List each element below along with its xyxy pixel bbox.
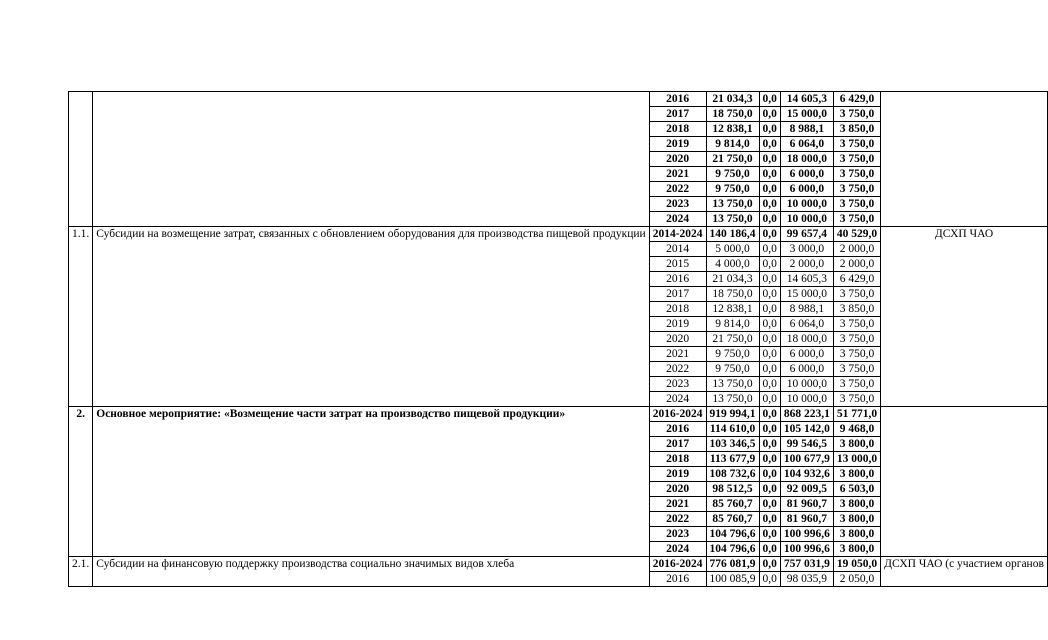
federal-cell: 0,0 xyxy=(759,392,780,407)
other-cell: 3 750,0 xyxy=(833,362,880,377)
other-cell: 3 750,0 xyxy=(833,167,880,182)
description-cell xyxy=(93,92,649,227)
regional-cell: 6 000,0 xyxy=(780,167,833,182)
federal-cell: 0,0 xyxy=(759,347,780,362)
other-cell: 3 800,0 xyxy=(833,497,880,512)
index-cell xyxy=(69,92,93,227)
federal-cell: 0,0 xyxy=(759,482,780,497)
year-cell: 2023 xyxy=(649,527,706,542)
regional-cell: 10 000,0 xyxy=(780,197,833,212)
federal-cell: 0,0 xyxy=(759,167,780,182)
year-cell: 2024 xyxy=(649,542,706,557)
year-cell: 2018 xyxy=(649,302,706,317)
item-executor: ДСХП ЧАО xyxy=(881,227,1048,407)
year-cell: 2021 xyxy=(649,347,706,362)
regional-cell: 14 605,3 xyxy=(780,92,833,107)
federal-cell: 0,0 xyxy=(759,212,780,227)
other-cell: 3 750,0 xyxy=(833,377,880,392)
year-cell: 2016 xyxy=(649,572,706,587)
other-cell: 3 850,0 xyxy=(833,302,880,317)
year-cell: 2017 xyxy=(649,437,706,452)
federal-cell: 0,0 xyxy=(759,287,780,302)
regional-cell: 10 000,0 xyxy=(780,392,833,407)
total-cell: 21 750,0 xyxy=(706,332,759,347)
federal-cell: 0,0 xyxy=(759,137,780,152)
other-cell: 2 000,0 xyxy=(833,242,880,257)
item-description: Субсидии на возмещение затрат, связанных с обновлением оборудования для производства пищевой продукции xyxy=(93,227,649,407)
regional-cell: 8 988,1 xyxy=(780,122,833,137)
year-cell: 2024 xyxy=(649,392,706,407)
federal-cell: 0,0 xyxy=(759,527,780,542)
table-row xyxy=(69,227,1048,242)
year-cell: 2021 xyxy=(649,497,706,512)
federal-cell: 0,0 xyxy=(759,542,780,557)
total-cell: 9 814,0 xyxy=(706,137,759,152)
year-cell: 2024 xyxy=(649,212,706,227)
year-cell: 2021 xyxy=(649,167,706,182)
federal-cell: 0,0 xyxy=(759,467,780,482)
regional-cell: 868 223,1 xyxy=(780,407,833,422)
federal-cell: 0,0 xyxy=(759,422,780,437)
year-cell: 2023 xyxy=(649,377,706,392)
year-cell: 2015 xyxy=(649,257,706,272)
other-cell: 3 750,0 xyxy=(833,107,880,122)
item-index: 1.1. xyxy=(69,227,93,407)
other-cell: 3 750,0 xyxy=(833,347,880,362)
regional-cell: 6 064,0 xyxy=(780,137,833,152)
year-cell: 2014 xyxy=(649,242,706,257)
total-cell: 100 085,9 xyxy=(706,572,759,587)
other-cell: 3 750,0 xyxy=(833,287,880,302)
year-cell: 2018 xyxy=(649,122,706,137)
federal-cell: 0,0 xyxy=(759,557,780,572)
total-cell: 12 838,1 xyxy=(706,122,759,137)
total-cell: 9 750,0 xyxy=(706,182,759,197)
regional-cell: 81 960,7 xyxy=(780,512,833,527)
regional-cell: 8 988,1 xyxy=(780,302,833,317)
item-executor: ДСХП ЧАО (с участием органов xyxy=(881,557,1048,587)
regional-cell: 6 000,0 xyxy=(780,182,833,197)
federal-cell: 0,0 xyxy=(759,572,780,587)
federal-cell: 0,0 xyxy=(759,272,780,287)
total-cell: 13 750,0 xyxy=(706,212,759,227)
total-cell: 9 750,0 xyxy=(706,167,759,182)
regional-cell: 14 605,3 xyxy=(780,272,833,287)
total-cell: 776 081,9 xyxy=(706,557,759,572)
regional-cell: 105 142,0 xyxy=(780,422,833,437)
item-description: Субсидии на финансовую поддержку производства социально значимых видов хлеба xyxy=(93,557,649,587)
regional-cell: 10 000,0 xyxy=(780,212,833,227)
item-index: 2.1. xyxy=(69,557,93,587)
regional-cell: 99 546,5 xyxy=(780,437,833,452)
regional-cell: 81 960,7 xyxy=(780,497,833,512)
executor-cell xyxy=(881,92,1048,227)
total-cell: 9 750,0 xyxy=(706,347,759,362)
federal-cell: 0,0 xyxy=(759,92,780,107)
year-cell: 2014-2024 xyxy=(649,227,706,242)
total-cell: 85 760,7 xyxy=(706,512,759,527)
federal-cell: 0,0 xyxy=(759,242,780,257)
federal-cell: 0,0 xyxy=(759,107,780,122)
regional-cell: 15 000,0 xyxy=(780,107,833,122)
item-executor xyxy=(881,407,1048,557)
other-cell: 3 750,0 xyxy=(833,152,880,167)
other-cell: 51 771,0 xyxy=(833,407,880,422)
total-cell: 13 750,0 xyxy=(706,197,759,212)
regional-cell: 92 009,5 xyxy=(780,482,833,497)
year-cell: 2020 xyxy=(649,152,706,167)
other-cell: 2 000,0 xyxy=(833,257,880,272)
year-cell: 2022 xyxy=(649,362,706,377)
federal-cell: 0,0 xyxy=(759,362,780,377)
federal-cell: 0,0 xyxy=(759,197,780,212)
total-cell: 104 796,6 xyxy=(706,542,759,557)
regional-cell: 15 000,0 xyxy=(780,287,833,302)
other-cell: 3 800,0 xyxy=(833,467,880,482)
total-cell: 9 814,0 xyxy=(706,317,759,332)
other-cell: 3 850,0 xyxy=(833,122,880,137)
total-cell: 108 732,6 xyxy=(706,467,759,482)
other-cell: 40 529,0 xyxy=(833,227,880,242)
item-index: 2. xyxy=(69,407,93,557)
table-body xyxy=(69,92,1048,587)
federal-cell: 0,0 xyxy=(759,257,780,272)
regional-cell: 100 677,9 xyxy=(780,452,833,467)
other-cell: 6 503,0 xyxy=(833,482,880,497)
year-cell: 2022 xyxy=(649,182,706,197)
regional-cell: 18 000,0 xyxy=(780,152,833,167)
federal-cell: 0,0 xyxy=(759,227,780,242)
table-row xyxy=(69,407,1048,422)
total-cell: 114 610,0 xyxy=(706,422,759,437)
regional-cell: 757 031,9 xyxy=(780,557,833,572)
total-cell: 113 677,9 xyxy=(706,452,759,467)
federal-cell: 0,0 xyxy=(759,452,780,467)
total-cell: 21 034,3 xyxy=(706,92,759,107)
table-row xyxy=(69,557,1048,572)
other-cell: 3 750,0 xyxy=(833,332,880,347)
federal-cell: 0,0 xyxy=(759,122,780,137)
year-cell: 2023 xyxy=(649,197,706,212)
other-cell: 3 800,0 xyxy=(833,437,880,452)
total-cell: 919 994,1 xyxy=(706,407,759,422)
total-cell: 21 750,0 xyxy=(706,152,759,167)
year-cell: 2018 xyxy=(649,452,706,467)
other-cell: 3 750,0 xyxy=(833,317,880,332)
regional-cell: 100 996,6 xyxy=(780,542,833,557)
federal-cell: 0,0 xyxy=(759,437,780,452)
year-cell: 2019 xyxy=(649,317,706,332)
regional-cell: 6 064,0 xyxy=(780,317,833,332)
year-cell: 2020 xyxy=(649,332,706,347)
other-cell: 6 429,0 xyxy=(833,272,880,287)
regional-cell: 18 000,0 xyxy=(780,332,833,347)
other-cell: 3 800,0 xyxy=(833,512,880,527)
item-description: Основное мероприятие: «Возмещение части затрат на производство пищевой продукции» xyxy=(93,407,649,557)
other-cell: 3 750,0 xyxy=(833,392,880,407)
regional-cell: 3 000,0 xyxy=(780,242,833,257)
other-cell: 3 750,0 xyxy=(833,197,880,212)
federal-cell: 0,0 xyxy=(759,302,780,317)
regional-cell: 99 657,4 xyxy=(780,227,833,242)
table-row xyxy=(69,92,1048,107)
federal-cell: 0,0 xyxy=(759,317,780,332)
year-cell: 2020 xyxy=(649,482,706,497)
year-cell: 2016 xyxy=(649,92,706,107)
total-cell: 85 760,7 xyxy=(706,497,759,512)
year-cell: 2017 xyxy=(649,287,706,302)
regional-cell: 98 035,9 xyxy=(780,572,833,587)
year-cell: 2022 xyxy=(649,512,706,527)
regional-cell: 2 000,0 xyxy=(780,257,833,272)
total-cell: 140 186,4 xyxy=(706,227,759,242)
other-cell: 3 750,0 xyxy=(833,137,880,152)
total-cell: 21 034,3 xyxy=(706,272,759,287)
other-cell: 6 429,0 xyxy=(833,92,880,107)
regional-cell: 104 932,6 xyxy=(780,467,833,482)
year-cell: 2016-2024 xyxy=(649,407,706,422)
federal-cell: 0,0 xyxy=(759,512,780,527)
total-cell: 12 838,1 xyxy=(706,302,759,317)
other-cell: 3 750,0 xyxy=(833,212,880,227)
total-cell: 98 512,5 xyxy=(706,482,759,497)
federal-cell: 0,0 xyxy=(759,152,780,167)
year-cell: 2017 xyxy=(649,107,706,122)
total-cell: 18 750,0 xyxy=(706,107,759,122)
other-cell: 13 000,0 xyxy=(833,452,880,467)
other-cell: 3 800,0 xyxy=(833,542,880,557)
year-cell: 2016 xyxy=(649,272,706,287)
total-cell: 13 750,0 xyxy=(706,392,759,407)
total-cell: 104 796,6 xyxy=(706,527,759,542)
total-cell: 9 750,0 xyxy=(706,362,759,377)
year-cell: 2016-2024 xyxy=(649,557,706,572)
total-cell: 4 000,0 xyxy=(706,257,759,272)
year-cell: 2019 xyxy=(649,137,706,152)
regional-cell: 10 000,0 xyxy=(780,377,833,392)
federal-cell: 0,0 xyxy=(759,332,780,347)
regional-cell: 6 000,0 xyxy=(780,362,833,377)
total-cell: 13 750,0 xyxy=(706,377,759,392)
year-cell: 2019 xyxy=(649,467,706,482)
total-cell: 18 750,0 xyxy=(706,287,759,302)
federal-cell: 0,0 xyxy=(759,377,780,392)
budget-table xyxy=(68,91,1048,587)
total-cell: 103 346,5 xyxy=(706,437,759,452)
federal-cell: 0,0 xyxy=(759,182,780,197)
federal-cell: 0,0 xyxy=(759,497,780,512)
other-cell: 2 050,0 xyxy=(833,572,880,587)
federal-cell: 0,0 xyxy=(759,407,780,422)
other-cell: 9 468,0 xyxy=(833,422,880,437)
regional-cell: 6 000,0 xyxy=(780,347,833,362)
other-cell: 3 800,0 xyxy=(833,527,880,542)
total-cell: 5 000,0 xyxy=(706,242,759,257)
other-cell: 19 050,0 xyxy=(833,557,880,572)
other-cell: 3 750,0 xyxy=(833,182,880,197)
regional-cell: 100 996,6 xyxy=(780,527,833,542)
year-cell: 2016 xyxy=(649,422,706,437)
